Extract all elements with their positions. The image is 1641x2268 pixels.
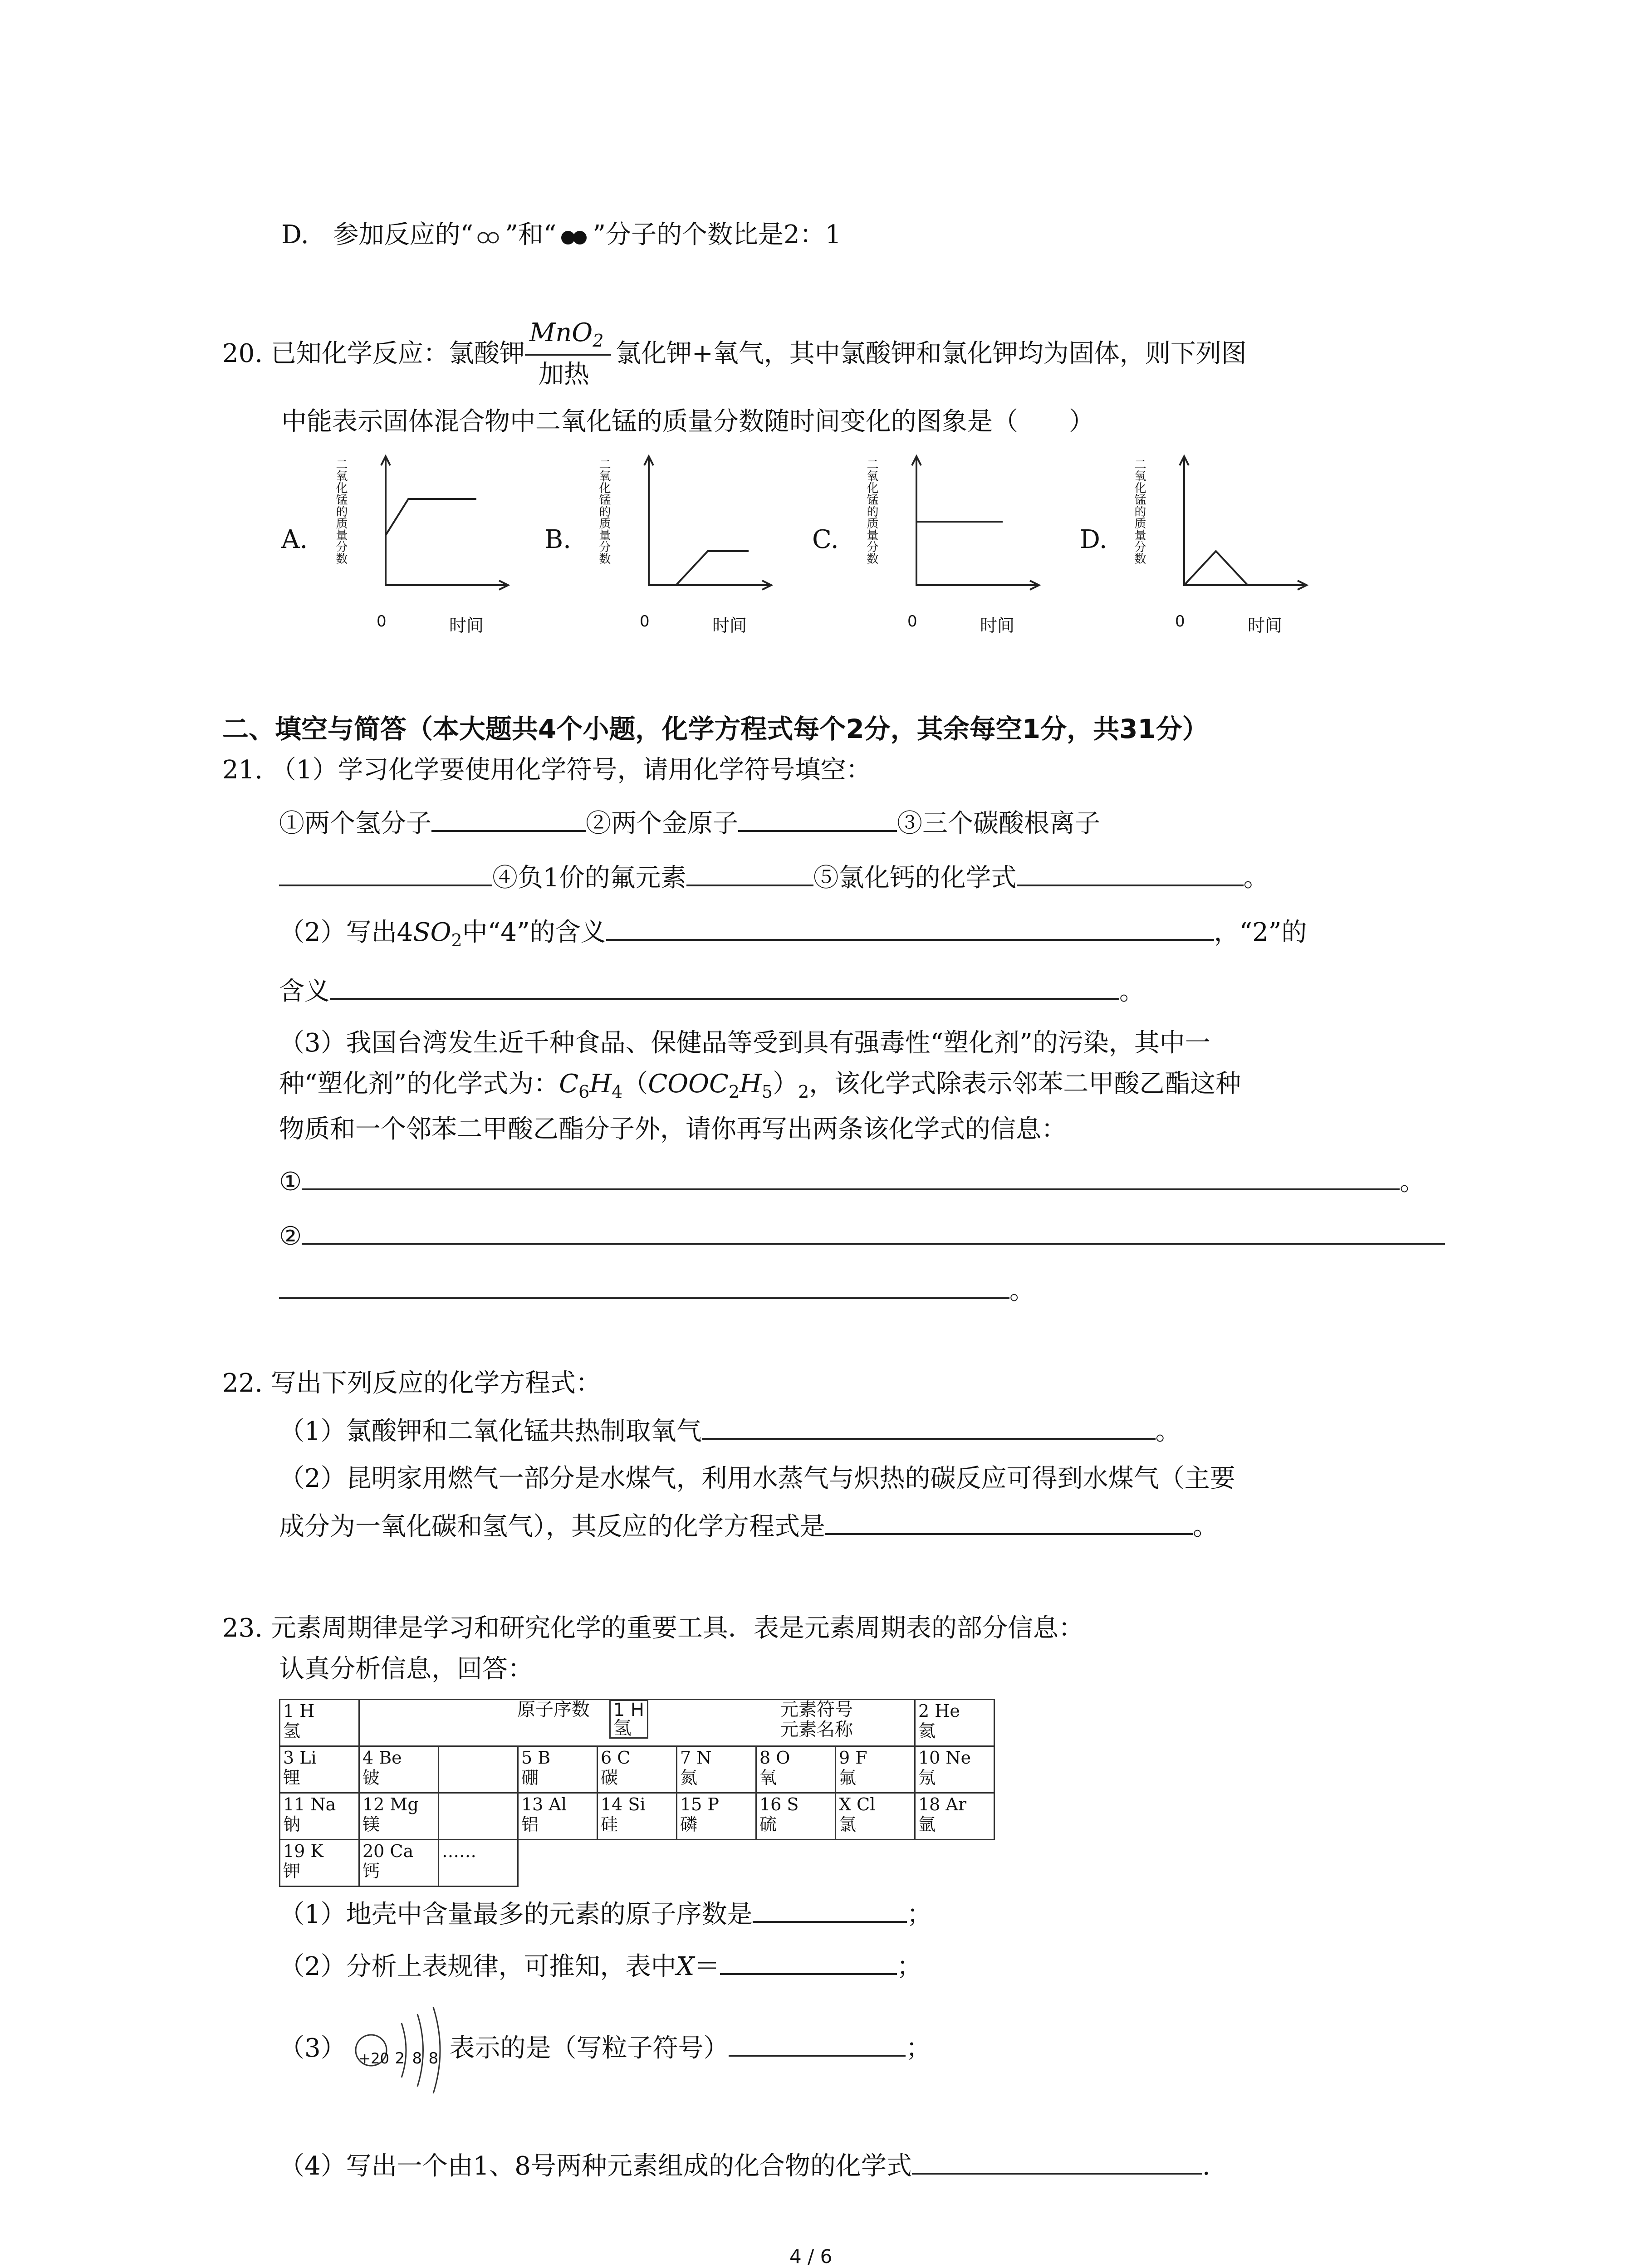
element-cell: 13 Al 铝 bbox=[518, 1793, 598, 1840]
option-d-text-a: 参加反应的“ bbox=[333, 220, 474, 249]
q21-answer2: ② bbox=[279, 1216, 1445, 1255]
answer-blank[interactable] bbox=[431, 803, 586, 832]
q20-text-b: 氯化钾+氧气，其中氯酸钾和氯化钾均为固体，则下列图 bbox=[615, 339, 1247, 368]
reaction-arrow-line bbox=[525, 354, 611, 356]
y-axis-label: 二氧化锰的质量分数 bbox=[1132, 458, 1146, 564]
graph-curve bbox=[386, 499, 476, 535]
q21-part3-line2: 种“塑化剂”的化学式为：$C_6H_4(COOC_2H_5)_2$，该化学式除表示邻苯二甲酸乙酯这种 bbox=[279, 1069, 1241, 1102]
option-label: B. bbox=[544, 525, 571, 554]
answer-blank[interactable] bbox=[606, 912, 1214, 941]
answer-blank[interactable] bbox=[753, 1894, 907, 1923]
q23-part1: （1）地壳中含量最多的元素的原子序数是 ； bbox=[279, 1894, 932, 1933]
element-cell: 15 P 磷 bbox=[677, 1793, 756, 1840]
y-axis-label: 二氧化锰的质量分数 bbox=[597, 458, 611, 564]
legend-element-name: 元素名称 bbox=[780, 1719, 853, 1740]
q20-line1 bbox=[222, 318, 1247, 389]
item-two-hydrogen-molecules: ①两个氢分子 bbox=[279, 809, 431, 838]
answer-blank[interactable] bbox=[279, 857, 492, 886]
answer-blank[interactable] bbox=[330, 971, 1119, 1000]
option-label: A. bbox=[281, 525, 308, 554]
element-cell: 16 S 硫 bbox=[756, 1793, 836, 1840]
page-number: 4 / 6 bbox=[789, 2245, 833, 2268]
q22-part1: （1）氯酸钾和二氧化锰共热制取氧气 。 bbox=[279, 1411, 1181, 1450]
q21-answer1: ① 。 bbox=[279, 1161, 1425, 1200]
question-number: 21. bbox=[222, 755, 263, 785]
graph-option-c bbox=[812, 454, 1066, 653]
answer-blank[interactable] bbox=[302, 1216, 1445, 1245]
element-cell: 2 He 氦 bbox=[915, 1700, 994, 1746]
element-cell: 18 Ar 氩 bbox=[915, 1793, 994, 1840]
graph-option-a bbox=[281, 454, 535, 653]
answer-blank[interactable] bbox=[702, 1411, 1156, 1440]
catalyst-formula: MnO$_2$ bbox=[529, 318, 604, 351]
q19-option-d bbox=[281, 217, 841, 253]
q21-row2 bbox=[279, 857, 1269, 896]
q23-part4: （4）写出一个由1、8号两种元素组成的化合物的化学式 . bbox=[279, 2146, 1210, 2185]
option-label: D. bbox=[1080, 525, 1107, 554]
legend-sample-cell: 1 H 氢 bbox=[609, 1700, 648, 1739]
element-cell: 3 Li 锂 bbox=[280, 1746, 359, 1793]
x-axis-label: 时间 bbox=[1248, 616, 1283, 635]
nucleus-charge: +20 bbox=[358, 2049, 389, 2067]
item-two-gold-atoms: ②两个金原子 bbox=[586, 809, 738, 838]
element-cell bbox=[439, 1793, 518, 1840]
q21-intro bbox=[222, 752, 872, 788]
periodic-table-legend bbox=[517, 1699, 853, 1740]
element-cell: 1 H 氢 bbox=[280, 1700, 359, 1746]
so2-formula: SO bbox=[413, 918, 451, 947]
legend-atomic-number: 原子序数 bbox=[517, 1699, 590, 1720]
shell-1-electrons: 2 bbox=[395, 2049, 405, 2068]
shell-3-electrons: 8 bbox=[428, 2049, 439, 2068]
origin-label: 0 bbox=[377, 612, 387, 631]
origin-label: 0 bbox=[907, 612, 917, 631]
section-heading: 二、填空与简答（本大题共4个小题，化学方程式每个2分，其余每空1分，共31分） bbox=[222, 714, 1209, 744]
origin-label: 0 bbox=[640, 612, 650, 631]
x-axis-label: 时间 bbox=[449, 616, 484, 635]
reaction-condition bbox=[525, 318, 616, 389]
q23-part2: （2）分析上表规律，可推知，表中X＝ ； bbox=[279, 1946, 922, 1985]
answer-blank[interactable] bbox=[729, 2028, 906, 2057]
element-cell: 4 Be 铍 bbox=[359, 1746, 439, 1793]
answer-blank[interactable] bbox=[1017, 857, 1244, 886]
element-cell: 20 Ca 钙 bbox=[359, 1840, 439, 1887]
origin-label: 0 bbox=[1175, 612, 1185, 631]
q21-answer2-cont: 。 bbox=[279, 1270, 1035, 1309]
shell-2-electrons: 8 bbox=[412, 2049, 422, 2068]
element-cell: 14 Si 硅 bbox=[598, 1793, 677, 1840]
q23-part3: （3） +20 2 8 8 表示的是（写粒子符号） ； bbox=[279, 2028, 931, 2068]
period: 。 bbox=[1243, 863, 1269, 893]
q21-row1 bbox=[279, 803, 1100, 842]
option-d-label: D. bbox=[281, 220, 309, 249]
element-cell: 19 K 钾 bbox=[280, 1840, 359, 1887]
element-cell: 7 N 氮 bbox=[677, 1746, 756, 1793]
plasticizer-formula: $C_6H_4(COOC_2H_5)_2$ bbox=[559, 1069, 809, 1102]
element-cell: 9 F 氟 bbox=[836, 1746, 915, 1793]
answer-blank[interactable] bbox=[686, 857, 813, 886]
option-d-text-b: ”和“ bbox=[505, 220, 557, 249]
q22-part2-line1: （2）昆明家用燃气一部分是水煤气，利用水蒸气与炽热的碳反应可得到水煤气（主要 bbox=[279, 1464, 1235, 1493]
element-cell: X Cl 氯 bbox=[836, 1793, 915, 1840]
answer-blank[interactable] bbox=[738, 803, 897, 832]
question-number: 20. bbox=[222, 339, 263, 368]
graph-curve bbox=[1184, 551, 1248, 585]
question-number: 23. bbox=[222, 1613, 263, 1643]
two-small-circles-molecule-icon bbox=[473, 228, 505, 246]
question-number: 22. bbox=[222, 1369, 263, 1398]
element-cell: 10 Ne 氖 bbox=[915, 1746, 994, 1793]
item-calcium-chloride-formula: ⑤氯化钙的化学式 bbox=[813, 863, 1017, 893]
answer-blank[interactable] bbox=[279, 1270, 1009, 1299]
graph-axes bbox=[377, 454, 513, 599]
q21-part1-intro: （1）学习化学要使用化学符号，请用化学符号填空： bbox=[270, 755, 872, 785]
x-axis-label: 时间 bbox=[980, 616, 1015, 635]
element-cell bbox=[439, 1746, 518, 1793]
ion-structure-diagram bbox=[354, 2032, 449, 2068]
q21-part2-line2: 含义 。 bbox=[279, 971, 1145, 1010]
graph-axes bbox=[640, 454, 776, 599]
condition-text: 加热 bbox=[538, 360, 589, 389]
graph-axes bbox=[1175, 454, 1311, 599]
element-cell: 12 Mg 镁 bbox=[359, 1793, 439, 1840]
y-axis-label: 二氧化锰的质量分数 bbox=[865, 458, 878, 564]
element-cell: 8 O 氧 bbox=[756, 1746, 836, 1793]
q22-part2-line2: 成分为一氧化碳和氢气），其反应的化学方程式是 。 bbox=[279, 1506, 1218, 1545]
x-axis-label: 时间 bbox=[712, 616, 747, 635]
q23-intro: 23. 元素周期律是学习和研究化学的重要工具．表是元素周期表的部分信息： bbox=[222, 1613, 1084, 1643]
q23-intro2: 认真分析信息，回答： bbox=[279, 1654, 533, 1684]
graph-option-d bbox=[1080, 454, 1334, 653]
graph-option-b bbox=[544, 454, 798, 653]
answer-blank[interactable] bbox=[825, 1506, 1193, 1535]
element-cell: 6 C 碳 bbox=[598, 1746, 677, 1793]
q21-part3-line1: （3）我国台湾发生近千种食品、保健品等受到具有强毒性“塑化剂”的污染，其中一 bbox=[279, 1028, 1210, 1058]
q21-part3-line3: 物质和一个邻苯二甲酸乙酯分子外，请你再写出两条该化学式的信息： bbox=[279, 1114, 1067, 1144]
y-axis-label: 二氧化锰的质量分数 bbox=[334, 458, 348, 564]
element-cell: …… bbox=[439, 1840, 518, 1887]
option-label: C. bbox=[812, 525, 839, 554]
q20-line2: 中能表示固体混合物中二氧化锰的质量分数随时间变化的图象是（ ） bbox=[281, 407, 1094, 436]
element-cell: 5 B 硼 bbox=[518, 1746, 598, 1793]
element-cell: 11 Na 钠 bbox=[280, 1793, 359, 1840]
answer-blank[interactable] bbox=[720, 1946, 897, 1975]
q20-text-a: 已知化学反应：氯酸钾 bbox=[270, 339, 525, 368]
answer-blank[interactable] bbox=[912, 2146, 1202, 2175]
q22-intro: 22. 写出下列反应的化学方程式： bbox=[222, 1369, 601, 1398]
answer-blank[interactable] bbox=[302, 1161, 1400, 1190]
item-three-carbonate-ions: ③三个碳酸根离子 bbox=[897, 809, 1100, 838]
two-black-circles-molecule-icon bbox=[556, 227, 593, 247]
graph-axes bbox=[907, 454, 1043, 599]
q21-part2: （2）写出$4SO_2$中“4”的含义 ，“2”的 bbox=[279, 912, 1307, 958]
option-d-text-c: ”分子的个数比是2：1 bbox=[593, 220, 842, 249]
graph-curve bbox=[649, 551, 749, 585]
item-fluorine-negative-one: ④负1价的氟元素 bbox=[492, 863, 686, 893]
legend-element-symbol: 元素符号 bbox=[780, 1699, 853, 1720]
